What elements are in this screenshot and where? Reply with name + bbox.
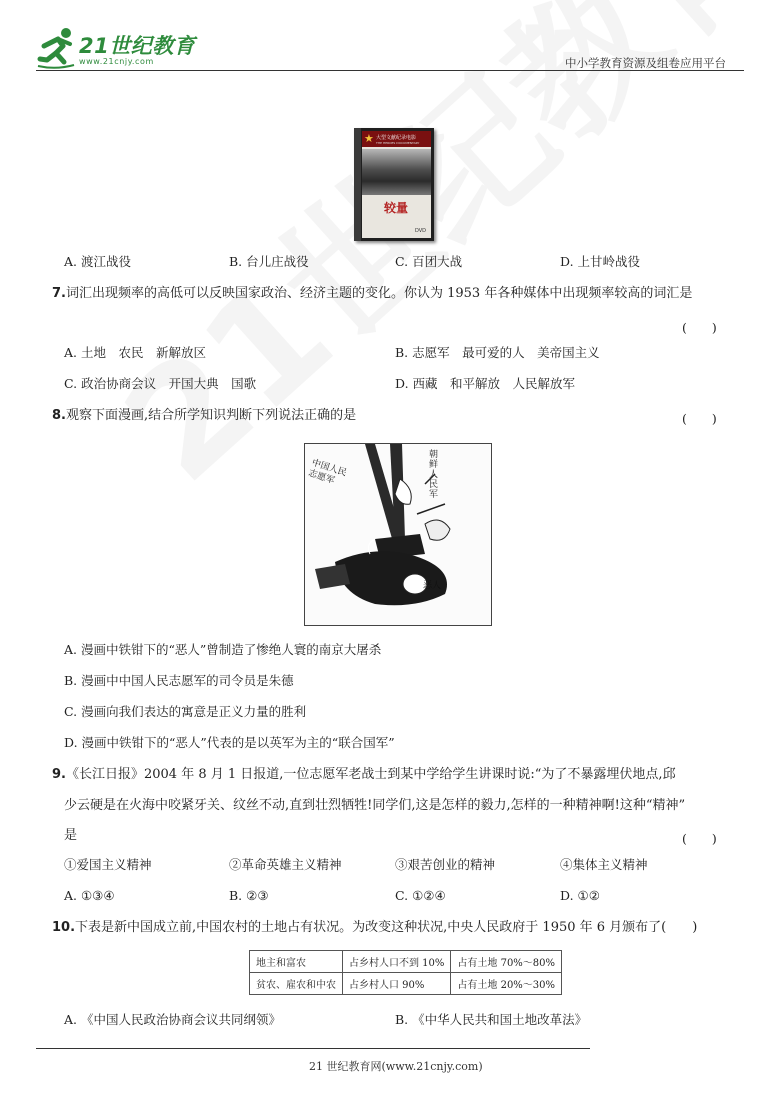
- cartoon-label-villain: 恶人: [423, 581, 442, 591]
- q7-option-c[interactable]: C. 政治协商会议 开国大典 国歌: [64, 376, 257, 391]
- q9-option-b[interactable]: B. ②③: [229, 888, 269, 903]
- q7-stem-text: 词汇出现频率的高低可以反映国家政治、经济主题的变化。你认为 1953 年各种媒体中出现频率较高的词汇是: [65, 286, 693, 301]
- star-emblem-icon: ★: [364, 132, 374, 145]
- q7-stem: [52, 287, 692, 300]
- q9-item-3: ③艰苦创业的精神: [395, 857, 496, 872]
- q8-option-b[interactable]: B. 漫画中中国人民志愿军的司令员是朱德: [64, 673, 294, 688]
- table-row: [250, 973, 562, 995]
- table-cell: 占有土地 20%～30%: [451, 973, 562, 995]
- dvd-cover-image: [354, 128, 434, 241]
- dvd-face: [362, 131, 431, 238]
- cartoon-label-kpa: 朝鲜人民军: [429, 450, 439, 500]
- q9-option-c[interactable]: C. ①②④: [395, 888, 446, 903]
- q9-option-d[interactable]: D. ①②: [560, 888, 600, 903]
- q10-number: 10.: [52, 920, 76, 935]
- logo-url: www.21cnjy.com: [79, 57, 154, 66]
- header-rule: [36, 70, 744, 71]
- q7-option-d[interactable]: D. 西藏 和平解放 人民解放军: [395, 376, 576, 391]
- q9-option-a[interactable]: A. ①③④: [64, 888, 115, 903]
- logo-text: 21世纪教育: [79, 34, 196, 58]
- footer-rule: [36, 1048, 590, 1049]
- q10-stem-text: 下表是新中国成立前,中国农村的土地占有状况。为改变这种状况,中央人民政府于 1950 年 6 月颁布了( ): [75, 920, 698, 935]
- q9-stem-text-1: 《长江日报》2004 年 8 月 1 日报道,一位志愿军老战士到某中学给学生讲课时说:“为了不暴露埋伏地点,邱: [65, 767, 676, 782]
- table-cell: 地主和富农: [250, 951, 343, 973]
- q6-option-b[interactable]: B. 台儿庄战役: [229, 254, 309, 269]
- dvd-photo: [362, 149, 431, 195]
- cartoon-label-cpv: 中国人民志愿军: [306, 458, 348, 487]
- table-cell: 占有土地 70%～80%: [451, 951, 562, 973]
- dvd-subtitle-line: THE HEROES DOCUMENTARY: [376, 141, 420, 145]
- dvd-spine: [354, 128, 361, 241]
- q9-answer-bracket[interactable]: ( ): [682, 831, 717, 846]
- q6-option-d[interactable]: D. 上甘岭战役: [560, 254, 641, 269]
- q9-stem-line2: 少云硬是在火海中咬紧牙关、纹丝不动,直到壮烈牺牲!同学们,这是怎样的毅力,怎样的一种精神啊!这种“精神”: [64, 798, 686, 813]
- q9-stem-line1: [52, 768, 676, 781]
- q7-option-a[interactable]: A. 土地 农民 新解放区: [64, 345, 206, 360]
- q10-stem: [52, 921, 697, 934]
- q8-option-d[interactable]: D. 漫画中铁钳下的“恶人”代表的是以英军为主的“联合国军”: [64, 735, 395, 750]
- q8-option-a[interactable]: A. 漫画中铁钳下的“恶人”曾制造了惨绝人寰的南京大屠杀: [64, 642, 382, 657]
- q10-option-b[interactable]: B. 《中华人民共和国土地改革法》: [395, 1012, 588, 1027]
- q9-item-2: ②革命英雄主义精神: [229, 857, 342, 872]
- q9-number: 9.: [52, 767, 66, 782]
- q9-item-1: ①爱国主义精神: [64, 857, 152, 872]
- q8-number: 8.: [52, 408, 66, 423]
- dvd-title-line: 大型文献纪录电影: [376, 135, 417, 141]
- q8-stem: [52, 409, 356, 422]
- table-row: [250, 951, 562, 973]
- land-ownership-table: [249, 950, 562, 995]
- q7-option-b[interactable]: B. 志愿军 最可爱的人 美帝国主义: [395, 345, 600, 360]
- q10-option-a[interactable]: A. 《中国人民政治协商会议共同纲领》: [64, 1012, 281, 1027]
- cartoon-image: [304, 443, 492, 626]
- header-platform-text: 中小学教育资源及组卷应用平台: [565, 56, 726, 70]
- q6-option-a[interactable]: A. 渡江战役: [64, 254, 131, 269]
- dvd-cover-title: 较量: [384, 201, 409, 215]
- runner-logo-icon: [36, 26, 76, 70]
- q9-item-4: ④集体主义精神: [560, 857, 648, 872]
- table-cell: 占乡村人口不到 10%: [343, 951, 451, 973]
- q7-number: 7.: [52, 286, 66, 301]
- q8-stem-text: 观察下面漫画,结合所学知识判断下列说法正确的是: [65, 408, 357, 423]
- q7-answer-bracket[interactable]: ( ): [682, 320, 717, 335]
- table-cell: 贫农、雇农和中农: [250, 973, 343, 995]
- footer-text[interactable]: 21 世纪教育网(www.21cnjy.com): [309, 1060, 483, 1073]
- site-logo[interactable]: [36, 26, 196, 72]
- dvd-disc-label: DVD: [415, 228, 427, 234]
- q9-stem-line3: 是: [64, 828, 78, 843]
- q6-option-c[interactable]: C. 百团大战: [395, 254, 463, 269]
- q8-answer-bracket[interactable]: ( ): [682, 411, 717, 426]
- table-cell: 占乡村人口 90%: [343, 973, 451, 995]
- q8-option-c[interactable]: C. 漫画向我们表达的寓意是正义力量的胜利: [64, 704, 307, 719]
